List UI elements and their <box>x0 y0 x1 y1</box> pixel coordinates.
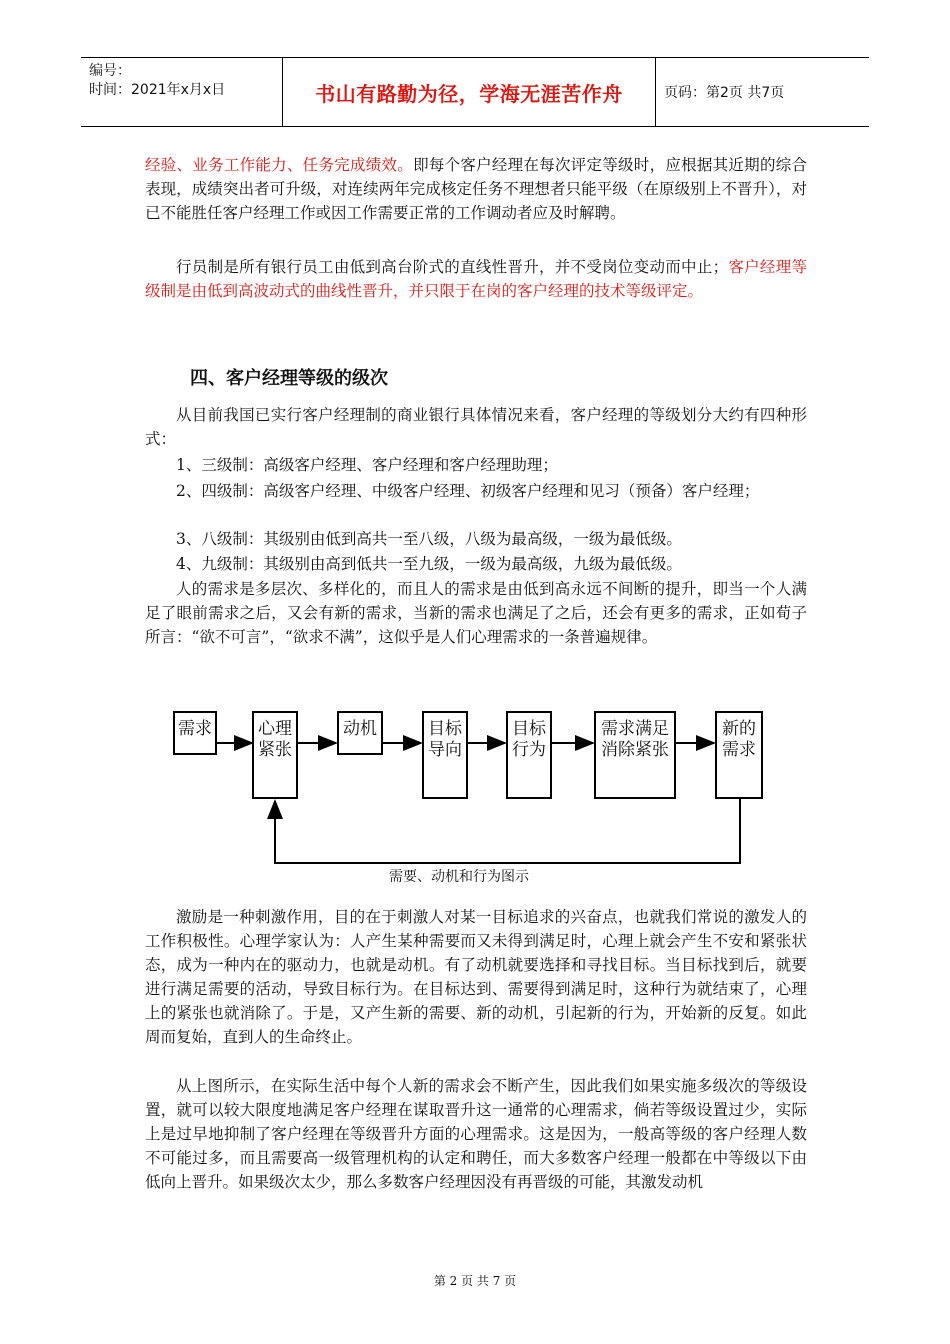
box-need-satisfied: 需求满足 消除紧张 <box>594 711 676 799</box>
list-item: 3、八级制：其级别由低到高共一至八级，八级为最高级，一级为最低级。 <box>176 530 682 548</box>
paragraph-3: 从目前我国已实行客户经理制的商业银行具体情况来看，客户经理的等级划分大约有四种形式： <box>145 406 807 448</box>
number-label: 编号： <box>89 63 131 79</box>
box-goal-behavior: 目标 行为 <box>506 711 552 799</box>
feedback-arrow <box>275 797 740 863</box>
time-label: 时间：2021年x月x日 <box>89 82 226 98</box>
paragraph-5: 激励是一种刺激作用，目的在于刺激人对某一目标追求的兴奋点，也就我们常说的激发人的工作积极性。心理学家认为：人产生某种需要而又未得到满足时，心理上就会产生不安和紧张状态，成为一种内在的驱动力，也就是动机。有了动机就要选择和寻找目标。当目标找到后，就要进行满足需要的活动，导致目标行为。在目标达到、需要得到满足时，这种行为就结束了，心理上的紧张也就消除了。于是，又产生新的需要、新的动机，引起新的行为，开始新的反复。如此周而复始，直到人的生命终止。 <box>145 908 807 1046</box>
paragraph-6: 从上图所示，在实际生活中每个人新的需求会不断产生，因此我们如果实施多级次的等级设置，就可以较大限度地满足客户经理在谋取晋升这一通常的心理需求，倘若等级设置过少，实际上是过早地抑制了客户经理在等级晋升方面的心理需求。这是因为，一般高等级的客户经理人数不可能过多，而且需要高一级管理机构的认定和聘任，而大多数客户经理一般都在中等级以下由低向上晋升。如果级次太少，那么多数客户经理因没有再晋级的可能，其激发动机 <box>145 1077 807 1191</box>
paragraph-2-highlight: 客户经理等级制是由低到高波动式的曲线性晋升，并只限于在岗的客户经理的技术等级评定。 <box>145 258 807 300</box>
list-item: 4、九级制：其级别由高到低共一至九级，一级为最高级，九级为最低级。 <box>176 555 682 573</box>
list-item: 2、四级制：高级客户经理、中级客户经理、初级客户经理和见习（预备）客户经理； <box>176 482 760 500</box>
paragraph-2-text: 行员制是所有银行员工由低到高台阶式的直线性晋升，并不受岗位变动而中止； <box>176 258 729 276</box>
paragraph-1-text: 即每个客户经理在每次评定等级时，应根据其近期的综合表现，成绩突出者可升级，对连续两年完成核定任务不理想者只能平级（在原级别上不晋升），对已不能胜任客户经理工作或因工作需要正常的工作调动者应及时解聘。 <box>145 156 807 222</box>
paragraph-2 <box>145 255 807 303</box>
header-page-code: 页码：第2页 共7页 <box>664 85 785 101</box>
needs-motivation-diagram <box>168 705 778 865</box>
diagram-caption: 需要、动机和行为图示 <box>389 869 529 885</box>
header-motto: 书山有路勤为径，学海无涯苦作舟 <box>315 81 623 106</box>
header-divider <box>655 58 656 126</box>
header-meta <box>89 62 274 100</box>
section-heading: 四、客户经理等级的级次 <box>190 368 388 389</box>
paragraph-1 <box>145 153 807 225</box>
paragraph-4: 人的需求是多层次、多样化的，而且人的需求是由低到高永远不间断的提升，即当一个人满足了眼前需求之后，又会有新的需求，当新的需求也满足了之后，还会有更多的需求，正如荀子所言：“欲不可言”，“欲求不满”，这似乎是人们心理需求的一条普遍规律。 <box>145 580 807 646</box>
box-new-need: 新的 需求 <box>715 711 763 799</box>
page-footer: 第 2 页 共 7 页 <box>433 1274 517 1288</box>
box-need: 需求 <box>173 711 217 755</box>
list-item: 1、三级制：高级客户经理、客户经理和客户经理助理； <box>176 456 558 474</box>
box-psych-tension: 心理 紧张 <box>252 711 298 799</box>
box-goal-orientation: 目标 导向 <box>422 711 468 799</box>
box-motive: 动机 <box>337 711 383 755</box>
page-header <box>81 57 869 127</box>
paragraph-1-highlight: 经验、业务工作能力、任务完成绩效。 <box>145 156 414 174</box>
